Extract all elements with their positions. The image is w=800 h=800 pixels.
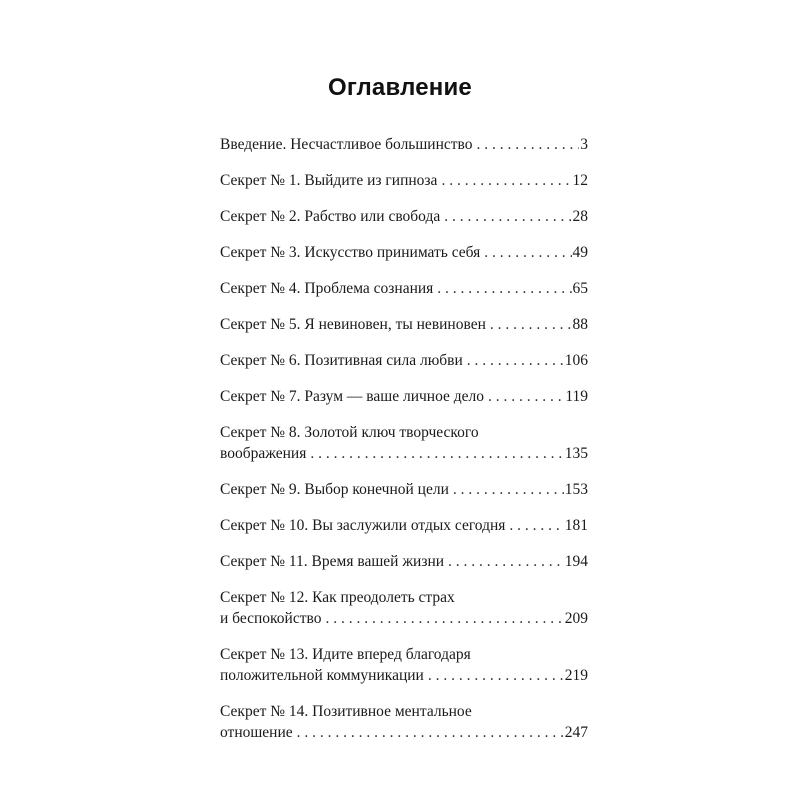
toc-entry-title-line: Секрет № 10. Вы заслужили отдых сегодня	[220, 517, 506, 534]
table-of-contents	[220, 134, 588, 758]
toc-entry-row	[220, 608, 588, 629]
toc-page-number: 219	[564, 667, 588, 684]
toc-entry-title-line: Секрет № 12. Как преодолеть страх	[220, 589, 455, 606]
dot-leader	[488, 386, 564, 407]
dot-leader	[310, 443, 563, 464]
dot-leader	[484, 242, 571, 263]
toc-entry-row	[220, 515, 588, 536]
dot-leader	[325, 608, 563, 629]
toc-entry-title-line: Секрет № 2. Рабство или свобода	[220, 208, 441, 225]
toc-page-number: 153	[564, 481, 588, 498]
page-title: Оглавление	[328, 74, 472, 101]
toc-entry-row	[220, 242, 588, 263]
toc-entry-row	[220, 443, 588, 464]
toc-entry	[220, 170, 588, 191]
toc-entry	[220, 587, 588, 629]
toc-page-number: 119	[565, 388, 588, 405]
toc-entry-title-line: Секрет № 6. Позитивная сила любви	[220, 352, 463, 369]
dot-leader	[509, 515, 563, 536]
toc-entry-row	[220, 722, 588, 743]
toc-page-number: 247	[564, 724, 588, 741]
toc-entry-title-line: Секрет № 8. Золотой ключ творческого	[220, 424, 479, 441]
toc-entry-row	[220, 206, 588, 227]
toc-page-number: 3	[580, 136, 588, 153]
toc-entry-title-line: и беспокойство	[220, 610, 322, 627]
toc-entry-title-line: Введение. Несчастливое большинство	[220, 136, 473, 153]
toc-entry	[220, 350, 588, 371]
toc-entry	[220, 551, 588, 572]
toc-page-number: 209	[564, 610, 588, 627]
toc-entry	[220, 242, 588, 263]
dot-leader	[477, 134, 580, 155]
toc-page-number: 28	[572, 208, 588, 225]
dot-leader	[441, 170, 571, 191]
toc-page-number: 65	[572, 280, 588, 297]
toc-page-number: 49	[572, 244, 588, 261]
toc-entry-title-line: Секрет № 1. Выйдите из гипноза	[220, 172, 438, 189]
toc-entry-row	[220, 314, 588, 335]
toc-entry-row	[220, 134, 588, 155]
dot-leader	[453, 479, 564, 500]
toc-entry	[220, 314, 588, 335]
toc-entry-row	[220, 350, 588, 371]
toc-page-number: 106	[564, 352, 588, 369]
toc-entry-row	[220, 278, 588, 299]
toc-page-number: 88	[572, 316, 588, 333]
toc-entry-title-line: Секрет № 14. Позитивное ментальное	[220, 703, 472, 720]
dot-leader	[467, 350, 564, 371]
toc-entry	[220, 701, 588, 743]
toc-page-number: 181	[564, 517, 588, 534]
toc-entry-title-line: положительной коммуникации	[220, 667, 424, 684]
toc-entry-title-line: воображения	[220, 445, 307, 462]
toc-entry	[220, 206, 588, 227]
toc-entry-title-line: Секрет № 3. Искусство принимать себя	[220, 244, 481, 261]
toc-entry-title-line: Секрет № 11. Время вашей жизни	[220, 553, 445, 570]
toc-entry	[220, 479, 588, 500]
toc-page-number: 194	[564, 553, 588, 570]
toc-entry-row	[220, 479, 588, 500]
toc-entry	[220, 278, 588, 299]
toc-entry	[220, 515, 588, 536]
toc-entry	[220, 134, 588, 155]
toc-entry	[220, 386, 588, 407]
toc-entry-title-line: Секрет № 7. Разум — ваше личное дело	[220, 388, 485, 405]
dot-leader	[444, 206, 571, 227]
toc-entry-title-line: отношение	[220, 724, 293, 741]
toc-entry-title-line: Секрет № 13. Идите вперед благодаря	[220, 646, 471, 663]
toc-entry-row	[220, 386, 588, 407]
toc-entry	[220, 644, 588, 686]
toc-entry-title-line: Секрет № 5. Я невиновен, ты невиновен	[220, 316, 486, 333]
toc-entry-row	[220, 170, 588, 191]
dot-leader	[297, 722, 564, 743]
toc-page-number: 135	[564, 445, 588, 462]
toc-entry-row	[220, 665, 588, 686]
dot-leader	[490, 314, 572, 335]
toc-page-number: 12	[572, 172, 588, 189]
toc-entry	[220, 422, 588, 464]
dot-leader	[437, 278, 571, 299]
toc-entry-row	[220, 551, 588, 572]
dot-leader	[428, 665, 564, 686]
toc-entry-title-line: Секрет № 9. Выбор конечной цели	[220, 481, 449, 498]
dot-leader	[448, 551, 564, 572]
toc-entry-title-line: Секрет № 4. Проблема сознания	[220, 280, 434, 297]
